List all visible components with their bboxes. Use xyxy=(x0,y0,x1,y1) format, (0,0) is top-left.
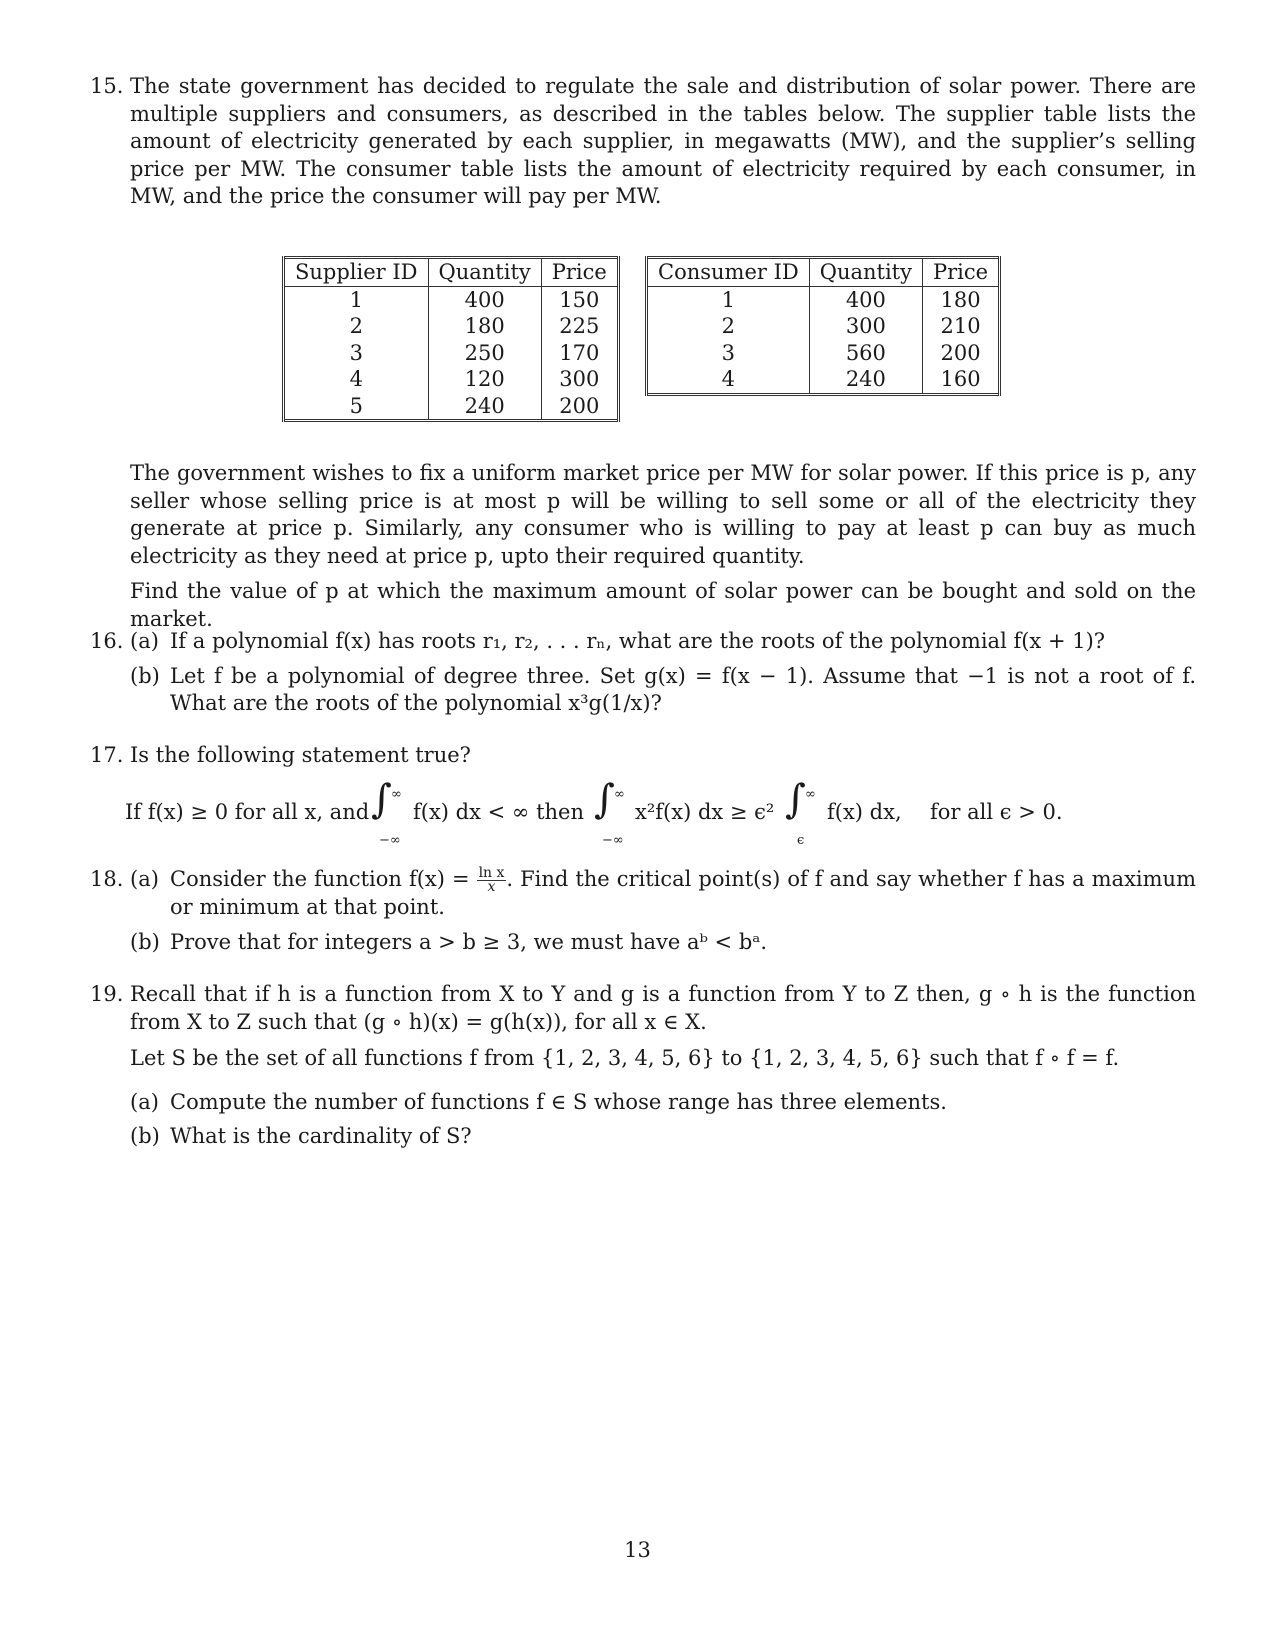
fraction-numerator: ln x xyxy=(478,865,505,881)
part-a xyxy=(120,628,1196,656)
consumer-header-cell: Quantity xyxy=(809,258,922,287)
supplier-header-row xyxy=(284,258,619,287)
part-a-text: Compute the number of functions f ∈ S whose range has three elements. xyxy=(170,1089,947,1114)
statement-if: If f(x) ≥ 0 for all x, and xyxy=(125,800,370,824)
integral-2-body: x²f(x) dx ≥ ϵ² xyxy=(635,800,775,824)
consumer-cell: 210 xyxy=(922,313,999,340)
part-label: (b) xyxy=(130,1124,160,1148)
part-a xyxy=(120,1089,1196,1117)
consumer-cell: 3 xyxy=(647,340,810,367)
consumer-cell: 560 xyxy=(809,340,922,367)
supplier-cell: 170 xyxy=(541,340,618,367)
table-row xyxy=(647,366,1000,394)
part-label: (a) xyxy=(130,867,159,891)
part-a-pre: Consider the function f(x) = xyxy=(170,867,470,891)
statement-tail: for all ϵ > 0. xyxy=(930,800,1063,824)
supplier-cell: 4 xyxy=(284,366,429,393)
part-a-text: If a polynomial f(x) has roots r₁, r₂, . . . rₙ, what are the roots of the polynomial f(x + 1)? xyxy=(170,629,1106,653)
consumer-cell: 200 xyxy=(922,340,999,367)
supplier-cell: 240 xyxy=(428,393,541,421)
supplier-cell: 3 xyxy=(284,340,429,367)
integral-1-body: f(x) dx < ∞ then xyxy=(413,800,584,824)
supplier-header-cell: Quantity xyxy=(428,258,541,287)
consumer-cell: 2 xyxy=(647,313,810,340)
supplier-cell: 400 xyxy=(428,286,541,313)
table-row xyxy=(284,366,619,393)
part-label: (b) xyxy=(130,929,160,954)
question-16 xyxy=(90,628,1196,718)
table-row xyxy=(284,313,619,340)
supplier-header-cell: Supplier ID xyxy=(284,258,429,287)
supplier-cell: 1 xyxy=(284,286,429,313)
supplier-cell: 120 xyxy=(428,366,541,393)
lower-limit: −∞ xyxy=(379,833,401,848)
page-number: 13 xyxy=(624,1538,651,1562)
lower-limit: −∞ xyxy=(602,833,624,848)
consumer-cell: 4 xyxy=(647,366,810,394)
question-number: 15. xyxy=(90,74,124,98)
supplier-table xyxy=(282,256,620,422)
integral-sign: ∫ xyxy=(594,776,615,823)
supplier-cell: 225 xyxy=(541,313,618,340)
part-label: (a) xyxy=(130,629,159,653)
integral-3 xyxy=(785,776,816,848)
part-b xyxy=(120,929,1196,957)
supplier-cell: 2 xyxy=(284,313,429,340)
consumer-cell: 160 xyxy=(922,366,999,394)
consumer-header-row xyxy=(647,258,1000,287)
consumer-header-cell: Price xyxy=(922,258,999,287)
part-b-text: Prove that for integers a > b ≥ 3, we must have aᵇ < bᵃ. xyxy=(170,929,768,954)
consumer-cell: 300 xyxy=(809,313,922,340)
question-17-statement xyxy=(125,776,1225,848)
question-17 xyxy=(90,742,1196,770)
supplier-cell: 5 xyxy=(284,393,429,421)
table-row xyxy=(284,340,619,367)
upper-limit: ∞ xyxy=(805,787,816,802)
question-number: 17. xyxy=(90,743,124,767)
integral-sign: ∫ xyxy=(371,776,392,823)
table-row xyxy=(284,286,619,313)
question-15-intro: The state government has decided to regulate the sale and distribution of solar power. There are multiple suppliers and consumers, as described in the tables below. The supplier table lists the amount of electricity generated by each supplier, in megawatts (MW), and the supplier’s selling price per MW. The consumer table lists the amount of electricity required by each consumer, in MW, and the price the consumer will pay per MW. xyxy=(130,74,1196,208)
table-row xyxy=(647,313,1000,340)
part-label: (b) xyxy=(130,663,160,688)
fraction-denominator: x xyxy=(487,879,496,895)
question-15-task: Find the value of p at which the maximum amount of solar power can be bought and sold on the market. xyxy=(130,579,1196,631)
question-15-continued xyxy=(90,460,1196,633)
table-row xyxy=(284,393,619,421)
consumer-cell: 240 xyxy=(809,366,922,394)
consumer-cell: 1 xyxy=(647,286,810,313)
upper-limit: ∞ xyxy=(391,787,402,802)
question-18 xyxy=(90,866,1196,956)
table-row xyxy=(647,286,1000,313)
question-number: 16. xyxy=(90,629,124,653)
consumer-table xyxy=(645,256,1001,396)
integral-sign: ∫ xyxy=(785,776,806,823)
question-19 xyxy=(90,981,1196,1151)
part-a-post: . Find the critical point(s) of f and say whether f has a maximum or minimum at that point. xyxy=(170,867,1196,919)
part-b-text: Let f be a polynomial of degree three. Set g(x) = f(x − 1). Assume that −1 is not a root of f. What are the roots of the polynomial x³g(1/x)? xyxy=(170,663,1196,715)
table-row xyxy=(647,340,1000,367)
question-15-price-rule: The government wishes to fix a uniform market price per MW for solar power. If this price is p, any seller whose selling price is at most p will be willing to sell some or all of the electricity they generate at price p. Similarly, any consumer who is willing to pay at least p can buy as much electricity as they need at price p, upto their required quantity. xyxy=(130,461,1196,568)
integral-2 xyxy=(594,776,625,848)
supplier-cell: 180 xyxy=(428,313,541,340)
question-17-text: Is the following statement true? xyxy=(130,743,471,767)
part-b xyxy=(120,1123,1196,1151)
supplier-header-cell: Price xyxy=(541,258,618,287)
question-15 xyxy=(90,73,1196,211)
upper-limit: ∞ xyxy=(614,787,625,802)
part-b xyxy=(120,663,1196,718)
consumer-cell: 180 xyxy=(922,286,999,313)
consumer-cell: 400 xyxy=(809,286,922,313)
part-label: (a) xyxy=(130,1089,159,1114)
supplier-cell: 300 xyxy=(541,366,618,393)
question-19-composition: Recall that if h is a function from X to Y and g is a function from Y to Z then, g ∘ h is the function from X to Z such that (g ∘ h)(x) = g(h(x)), for all x ∈ X. xyxy=(130,982,1196,1034)
supplier-cell: 200 xyxy=(541,393,618,421)
supplier-cell: 250 xyxy=(428,340,541,367)
lower-limit: ϵ xyxy=(797,833,805,848)
integral-3-body: f(x) dx, xyxy=(827,800,902,824)
question-19-set-s: Let S be the set of all functions f from {1, 2, 3, 4, 5, 6} to {1, 2, 3, 4, 5, 6} such that f ∘ f = f. xyxy=(130,1046,1120,1070)
integral-1 xyxy=(371,776,402,848)
part-a xyxy=(120,866,1196,922)
question-number: 19. xyxy=(90,982,124,1006)
supplier-cell: 150 xyxy=(541,286,618,313)
fraction-ln-x-over-x xyxy=(477,867,507,894)
consumer-header-cell: Consumer ID xyxy=(647,258,810,287)
part-b-text: What is the cardinality of S? xyxy=(170,1124,472,1148)
question-number: 18. xyxy=(90,867,124,891)
